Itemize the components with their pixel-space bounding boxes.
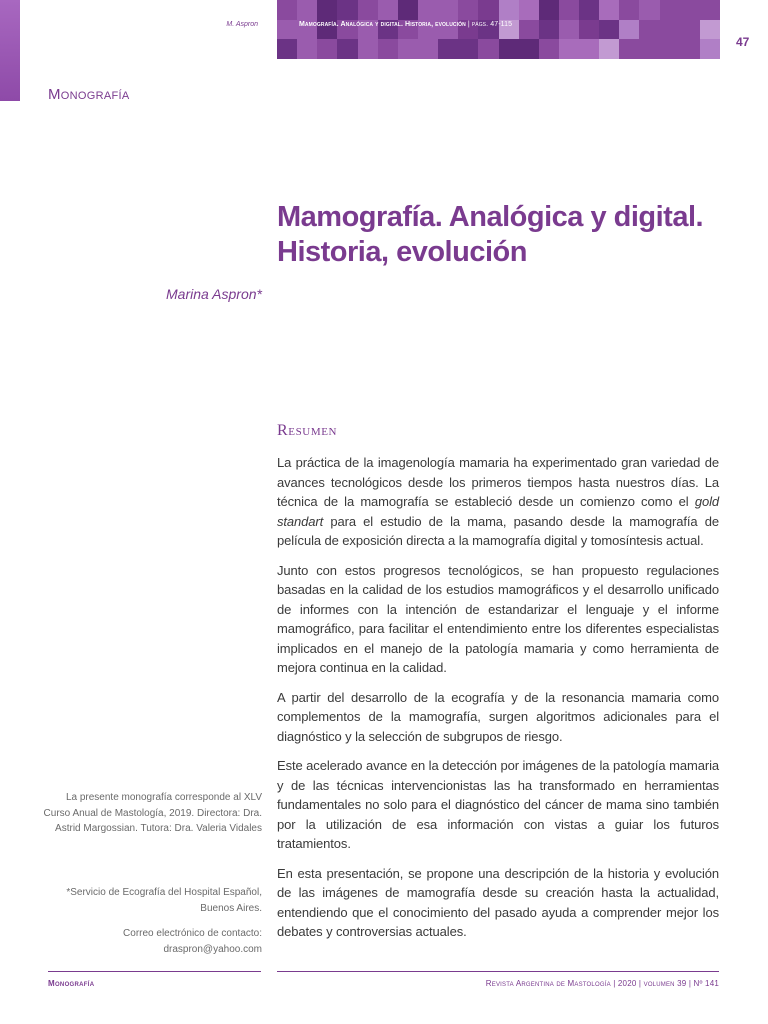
article-author: Marina Aspron* [166,286,262,302]
band-tile [599,39,619,59]
footer-rule-right [277,971,719,972]
band-tile [579,0,599,20]
band-tile [358,0,378,20]
band-tile [680,20,700,40]
band-tile [478,39,498,59]
band-tile [539,39,559,59]
contact-info [40,926,262,957]
band-tile [559,20,579,40]
band-tile [378,0,398,20]
abstract-heading: Resumen [277,422,338,439]
band-tile [639,0,659,20]
band-tile [317,39,337,59]
footer-journal: Revista Argentina de Mastología | 2020 | volumen 39 | Nº 141 [485,979,719,988]
band-tile [599,0,619,20]
band-tile [559,39,579,59]
band-tile [700,0,720,20]
section-label: Monografía [48,86,130,103]
header-color-band [277,0,720,59]
band-tile [700,39,720,59]
footer-rule-left [48,971,261,972]
contact-label: Correo electrónico de contacto: [123,928,262,939]
abstract-paragraph-3: A partir del desarrollo de la ecografía y de la resonancia mamaria como complementos de la mamografía, surgen algoritmos adicionales para el diagnóstico y la selección de subgrupos de riesgo. [277,689,719,744]
article-title [277,200,747,270]
band-tile [277,0,297,20]
page-number: 47 [736,35,750,49]
side-color-bar [0,0,20,101]
band-tile [317,0,337,20]
contact-email[interactable]: draspron@yahoo.com [163,943,262,955]
band-tile [680,0,700,20]
band-tile [559,0,579,20]
abstract-paragraph-1 [277,453,719,551]
running-title [299,21,512,28]
band-tile [297,0,317,20]
band-tile [619,20,639,40]
band-tile [297,39,317,59]
band-tile [398,0,418,20]
author-affiliation: *Servicio de Ecografía del Hospital Español, Buenos Aires. [66,887,262,914]
abstract-paragraph-2: Junto con estos progresos tecnológicos, se han propuesto regulaciones basadas en la calidad de los estudios mamográficos y el desarrollo unificado de informes con la intención de estandarizar el lenguaje y el informe mamográfico, para facilitar el entendimiento entre los diferentes especialistas implicados en el manejo de la patología mamaria y como herramienta de mejora continua en la calidad. [277,562,719,675]
footer-section: Monografía [48,979,95,988]
abstract-paragraph-4: Este acelerado avance en la detección por imágenes de la patología mamaria y de las técnicas intervencionistas las ha transformado en herramientas fundamentales no solo para el diagnóstico del cáncer de mama sino también por la utilización de esa información con vistas a guiar los futuros tratamientos. [277,758,719,851]
abstract-p1-emphasis: gold standart [277,494,719,529]
band-tile [438,0,458,20]
band-tile [438,39,458,59]
band-tile [418,0,438,20]
band-tile [639,20,659,40]
band-tile [660,20,680,40]
band-tile [499,0,519,20]
abstract-p1-end: para el estudio de la mama, pasando desde la mamografía de película de exposición directa a la mamografía digital y tomosíntesis actual. [277,513,719,548]
title-line-2: Historia, evolución [277,236,527,268]
band-tile [458,0,478,20]
running-pages: | págs. 47-115 [467,21,513,28]
band-tile [700,20,720,40]
band-tile [337,39,357,59]
band-tile [639,39,659,59]
band-tile [519,0,539,20]
band-tile [579,39,599,59]
band-tile [458,39,478,59]
band-tile [499,39,519,59]
running-author: M. Aspron [226,21,258,28]
band-tile [519,20,539,40]
band-tile [619,39,639,59]
band-tile [358,39,378,59]
band-tile [277,20,297,40]
band-tile [378,39,398,59]
abstract-body [277,453,719,952]
abstract-paragraph-5: En esta presentación, se propone una descripción de la historia y evolución de las imágenes de mamografía desde su creación hasta la actualidad, entendiendo que el conocimiento del pasado ayuda a comprender mejor los debates y controversias actuales. [277,865,719,939]
band-tile [579,20,599,40]
abstract-p1-start: La práctica de la imagenología mamaria ha experimentado gran variedad de avances tecnológicos desde los primeros tiempos hasta nuestros días. La técnica de la mamografía se estableció desde un comienzo como el [277,455,719,509]
band-tile [660,39,680,59]
band-tile [660,0,680,20]
band-tile [418,39,438,59]
running-title-text: Mamografía. Analógica y digital. Historia, evolución [299,21,466,28]
band-tile [519,39,539,59]
band-tile [337,0,357,20]
band-tile [619,0,639,20]
band-tile [680,39,700,59]
band-tile [539,20,559,40]
band-tile [539,0,559,20]
band-tile [398,39,418,59]
band-tile [478,0,498,20]
band-tile [599,20,619,40]
monograph-note: La presente monografía corresponde al XLV Curso Anual de Mastología, 2019. Directora: Dra. Astrid Margossian. Tutora: Dra. Valeria Vidales [43,792,262,834]
band-tile [277,39,297,59]
title-line-1: Mamografía. Analógica y digital. [277,201,704,233]
